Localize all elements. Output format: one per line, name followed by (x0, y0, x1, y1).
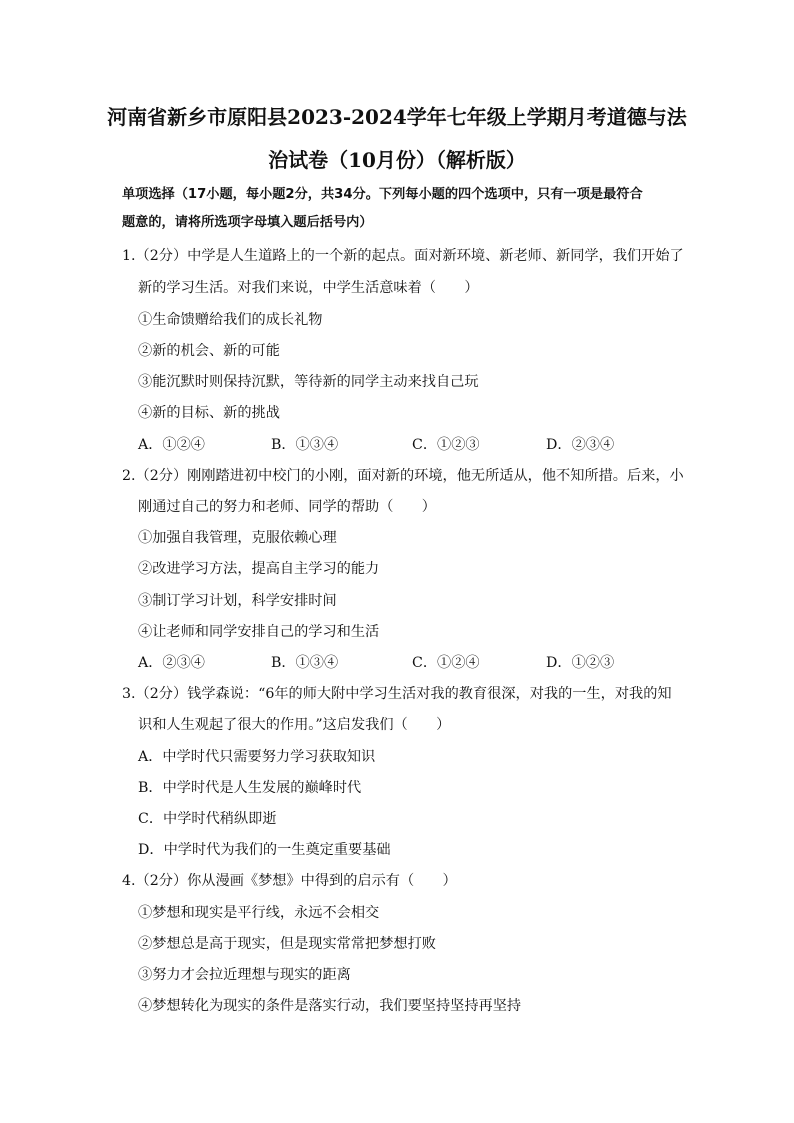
section-instructions-line-1: 单项选择（17小题，每小题2分，共34分。下列每小题的四个选项中，只有一项是最符合 (122, 187, 643, 202)
question-4-item-2: ②梦想总是高于现实，但是现实常常把梦想打败 (138, 936, 436, 952)
question-3-choice-d: D．中学时代为我们的一生奠定重要基础 (138, 842, 391, 858)
question-3-stem-line-1: 3.（2分）钱学森说：“6年的师大附中学习生活对我的教育很深，对我的一生，对我的知 (122, 686, 672, 702)
question-4-item-1: ①梦想和现实是平行线，永远不会相交 (138, 905, 380, 921)
document-title-line-1: 河南省新乡市原阳县2023-2024学年七年级上学期月考道德与法 (107, 105, 687, 129)
question-2-item-3: ③制订学习计划，科学安排时间 (138, 593, 337, 609)
question-1-choice-b: B．①③④ (271, 437, 339, 453)
question-2-stem-line-1: 2.（2分）刚刚踏进初中校门的小刚，面对新的环境，他无所适从，他不知所措。后来，小 (122, 468, 684, 484)
document-title-line-2: 治试卷（10月份）（解析版） (268, 148, 526, 172)
question-2-item-4: ④让老师和同学安排自己的学习和生活 (138, 624, 380, 640)
section-instructions (122, 181, 682, 237)
question-1-item-1: ①生命馈赠给我们的成长礼物 (138, 312, 323, 328)
question-1-item-4: ④新的目标、新的挑战 (138, 405, 280, 421)
question-3-stem-line-2: 识和人生观起了很大的作用。”这启发我们（ ） (138, 717, 451, 733)
question-2-choice-d: D．①②③ (546, 655, 615, 671)
question-2-item-2: ②改进学习方法，提高自主学习的能力 (138, 561, 380, 577)
question-3-choice-b: B．中学时代是人生发展的巅峰时代 (138, 780, 362, 796)
question-1-stem-line-2: 新的学习生活。对我们来说，中学生活意味着（ ） (138, 280, 479, 296)
question-2-choice-b: B．①③④ (271, 655, 339, 671)
question-4-item-3: ③努力才会拉近理想与现实的距离 (138, 967, 351, 983)
question-2-item-1: ①加强自我管理，克服依赖心理 (138, 530, 337, 546)
question-3-choice-c: C．中学时代稍纵即逝 (138, 811, 277, 827)
question-1-item-3: ③能沉默时则保持沉默，等待新的同学主动来找自己玩 (138, 374, 479, 390)
question-2-choice-a: A．②③④ (138, 655, 205, 671)
question-3-choice-a: A．中学时代只需要努力学习获取知识 (138, 749, 376, 765)
question-1-stem-line-1: 1.（2分）中学是人生道路上的一个新的起点。面对新环境、新老师、新同学，我们开始了 (122, 248, 684, 264)
question-1-choice-c: C．①②③ (412, 437, 480, 453)
question-2-stem-line-2: 刚通过自己的努力和老师、同学的帮助（ ） (138, 499, 436, 515)
question-1-choice-a: A．①②④ (138, 437, 205, 453)
question-4-stem-line-1: 4.（2分）你从漫画《梦想》中得到的启示有（ ） (122, 873, 457, 889)
question-1-item-2: ②新的机会、新的可能 (138, 343, 280, 359)
question-1-choice-d: D．②③④ (546, 437, 615, 453)
section-instructions-line-2: 题意的，请将所选项字母填入题后括号内） (122, 215, 373, 230)
question-2-choice-c: C．①②④ (412, 655, 480, 671)
question-4-item-4: ④梦想转化为现实的条件是落实行动，我们要坚持坚持再坚持 (138, 998, 522, 1014)
